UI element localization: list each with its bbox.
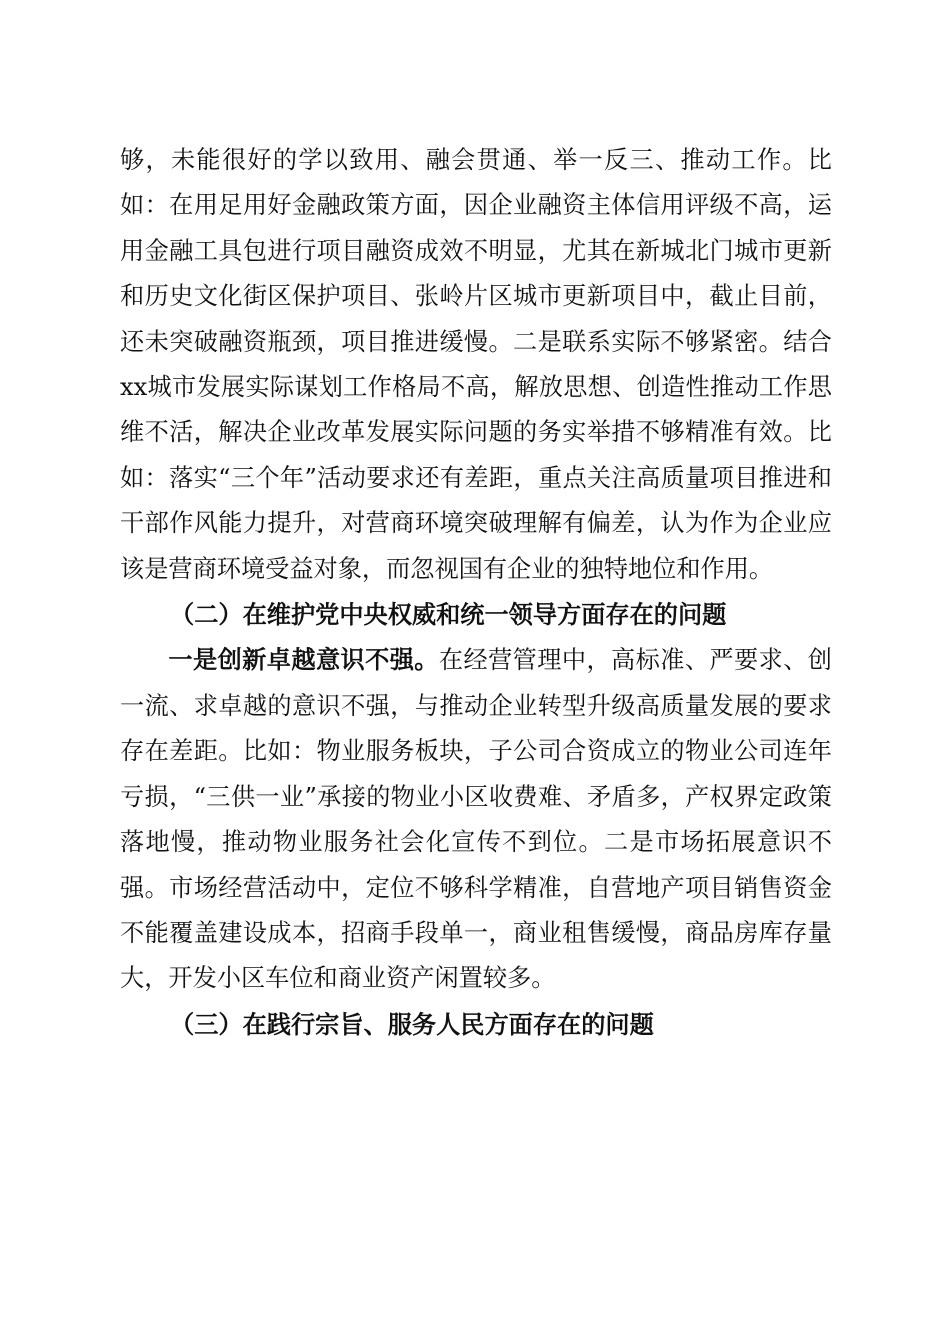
paragraph-continuation: 够，未能很好的学以致用、融会贯通、举一反三、推动工作。比如：在用足用好金融政策方面，因企业融资主体信用评级不高，运用金融工具包进行项目融资成效不明显，尤其在新城北门城市更新和历史文化街区保护项目、张岭片区城市更新项目中，截止目前，还未突破融资瓶颈，项目推进缓慢。二是联系实际不够紧密。结合xx城市发展实际谋划工作格局不高，解放思想、创造性推动工作思维不活，解决企业改革发展实际问题的务实举措不够精准有效。比如：落实“三个年”活动要求还有差距，重点关注高质量项目推进和干部作风能力提升，对营商环境突破理解有偏差，认为作为企业应该是营商环境受益对象，而忽视国有企业的独特地位和作用。 bbox=[120, 146, 832, 583]
paragraph-lead: 一是创新卓越意识不强。 bbox=[168, 645, 439, 675]
section-heading-3: （三）在践行宗旨、服务人民方面存在的问题 bbox=[170, 1009, 654, 1039]
section-heading-2: （二）在维护党中央权威和统一领导方面存在的问题 bbox=[170, 600, 727, 630]
document-page bbox=[120, 138, 832, 1047]
paragraph-body: 在经营管理中，高标准、严要求、创一流、求卓越的意识不强，与推动企业转型升级高质量发展的要求存在差距。比如：物业服务板块，子公司合资成立的物业公司连年亏损，“三供一业”承接的物业小区收费难、矛盾多，产权界定政策落地慢，推动物业服务社会化宣传不到位。二是市场拓展意识不强。市场经营活动中，定位不够科学精准，自营地产项目销售资金不能覆盖建设成本，招商手段单一，商业租售缓慢，商品房库存量大，开发小区车位和商业资产闲置较多。 bbox=[120, 646, 832, 993]
paragraph-innovation bbox=[120, 637, 832, 1001]
